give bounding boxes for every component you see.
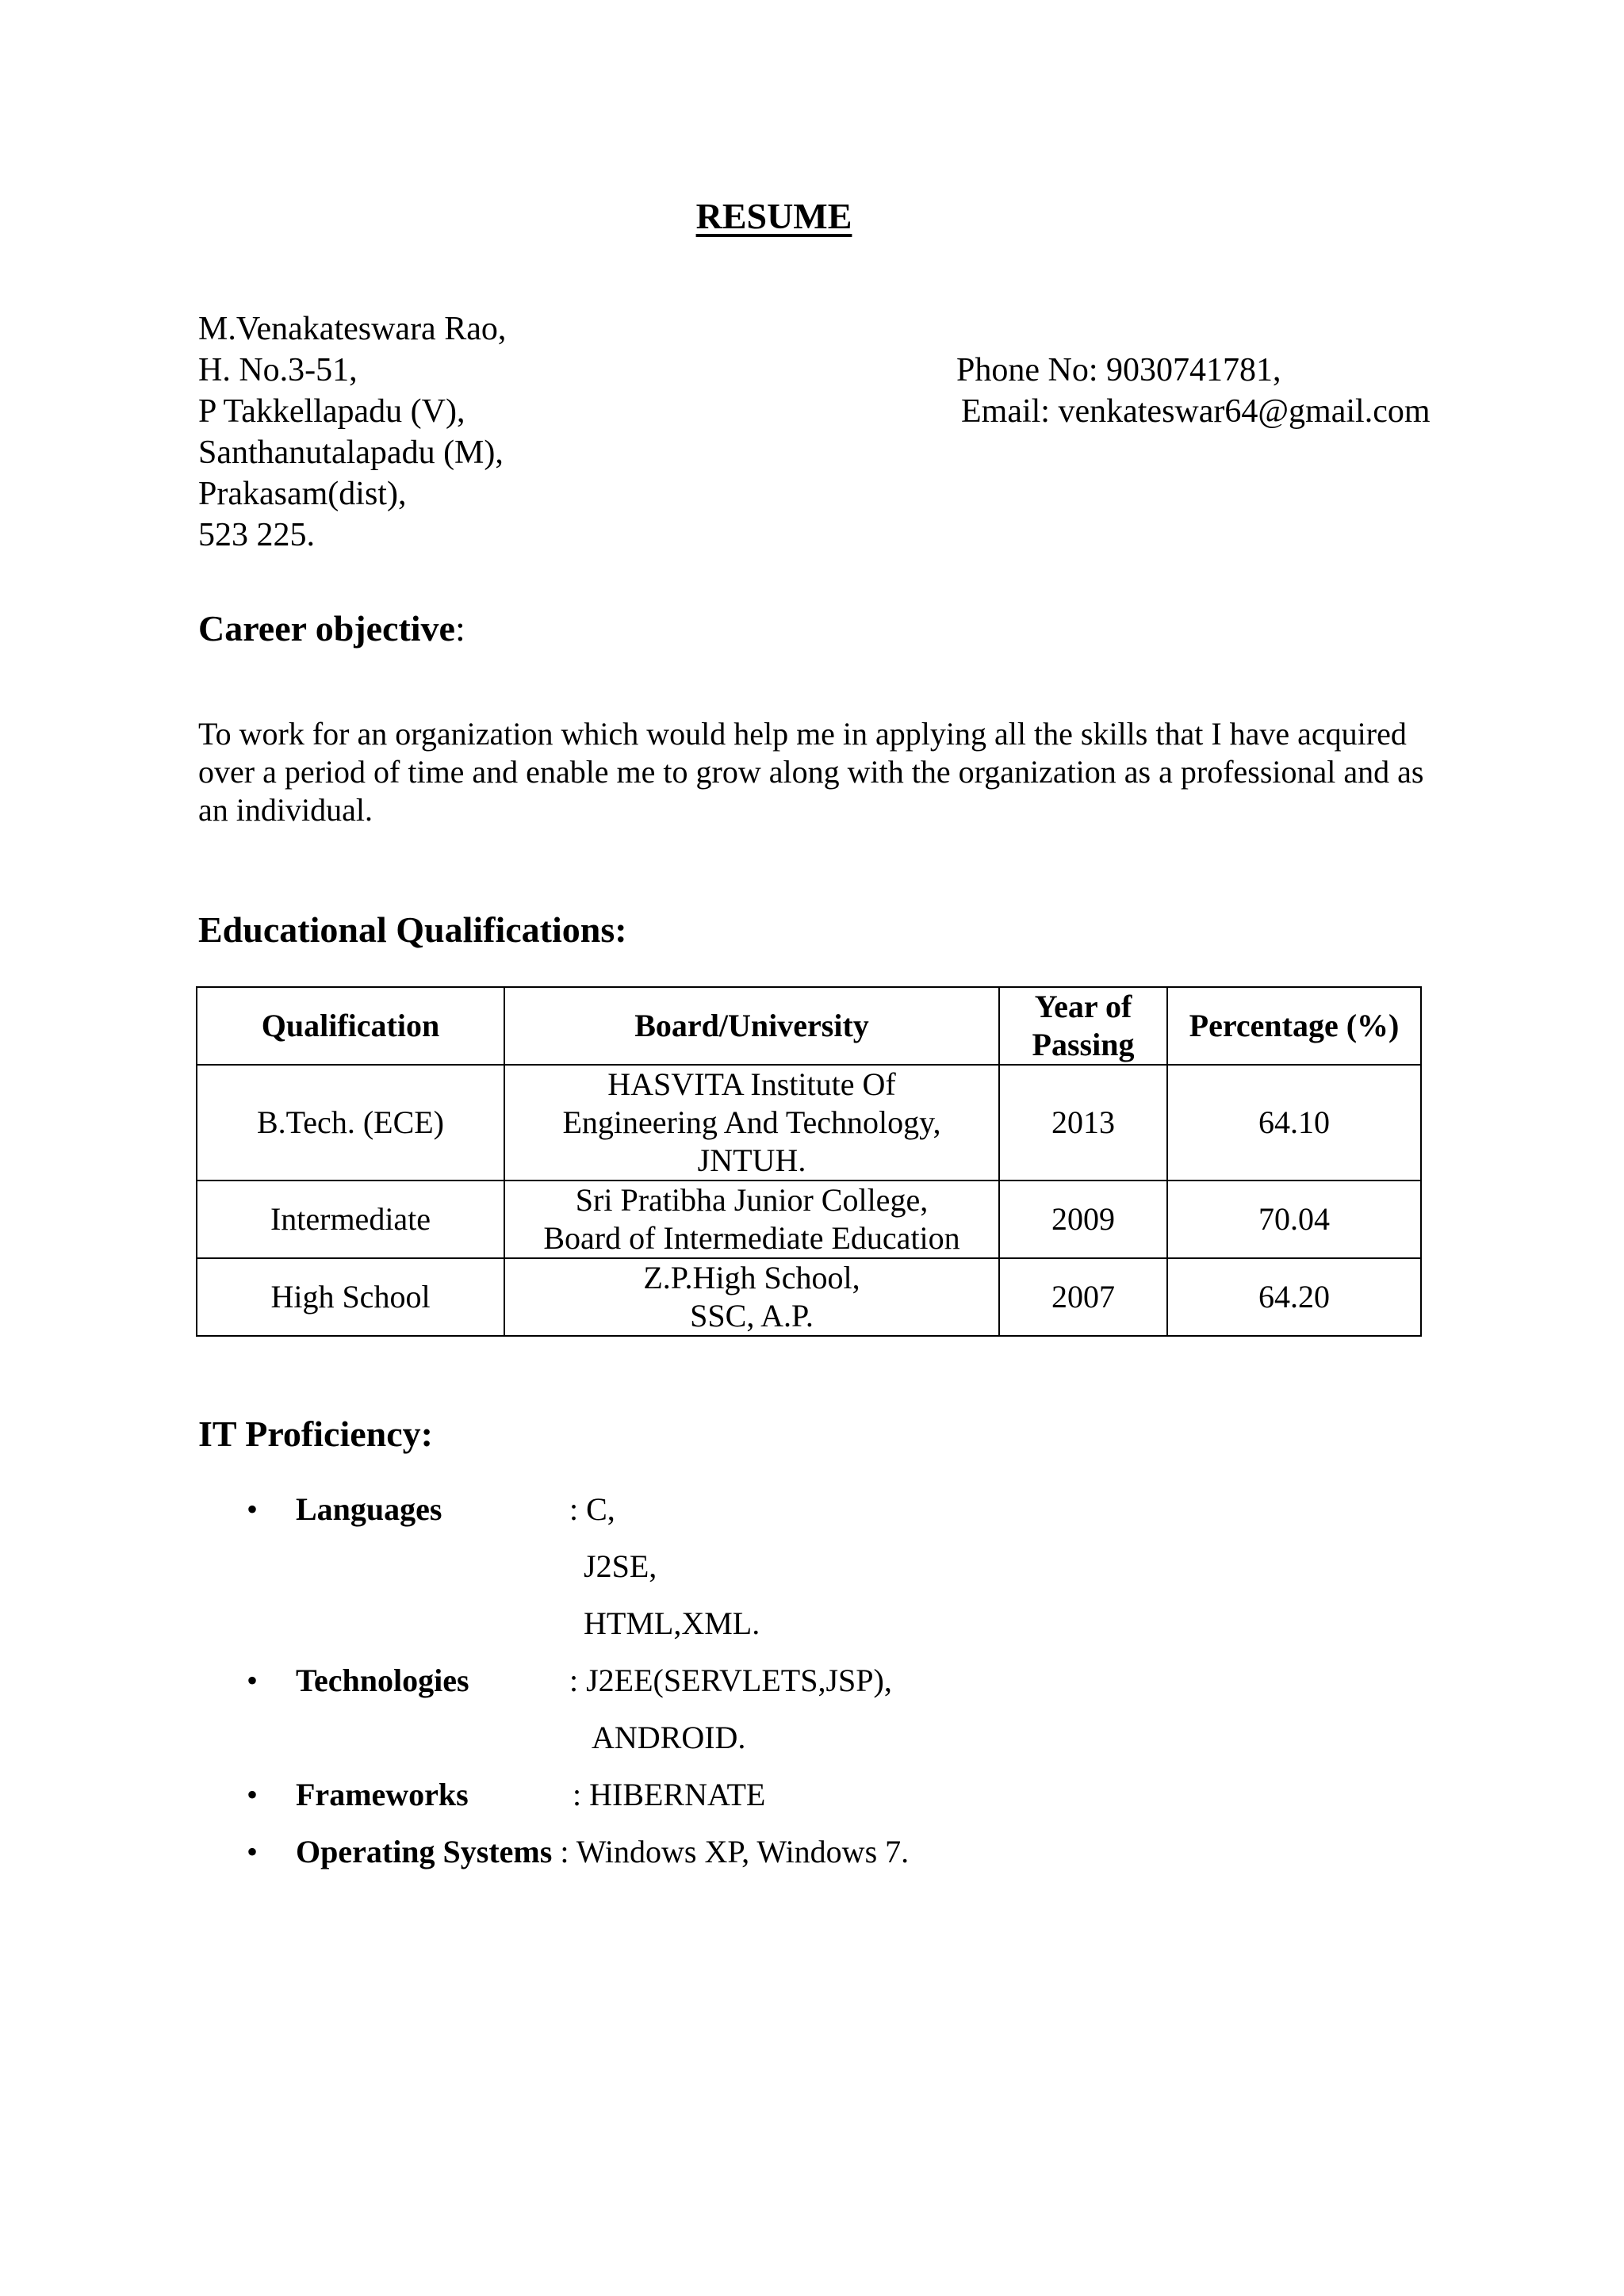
- email-address: Email: venkateswar64@gmail.com: [961, 393, 1431, 430]
- board-cell: Sri Pratibha Junior College, Board of Intermediate Education: [504, 1181, 999, 1258]
- year-cell: 2013: [999, 1065, 1167, 1181]
- languages-label: Languages: [296, 1491, 442, 1527]
- languages-value: : C,: [569, 1491, 615, 1527]
- frameworks-value: : HIBERNATE: [573, 1777, 766, 1812]
- header-board: Board/University: [504, 987, 999, 1065]
- address-name: M.Venakateswara Rao,: [198, 311, 507, 347]
- address-mandal: Santhanutalapadu (M),: [198, 434, 504, 471]
- technologies-value: ANDROID.: [592, 1720, 746, 1755]
- address-village: P Takkellapadu (V),: [198, 393, 465, 430]
- header-qualification: Qualification: [197, 987, 504, 1065]
- technologies-label: Technologies: [296, 1663, 469, 1698]
- education-heading: Educational Qualifications:: [198, 909, 627, 950]
- bullet-icon: •: [247, 1663, 259, 1698]
- board-cell: Z.P.High School, SSC, A.P.: [504, 1258, 999, 1336]
- bullet-icon: •: [247, 1834, 259, 1869]
- table-header-row: [197, 987, 1421, 1065]
- table-row: [197, 1181, 1421, 1258]
- career-objective-heading: Career objective:: [198, 608, 465, 649]
- percentage-cell: 64.20: [1167, 1258, 1421, 1336]
- table-row: [197, 1065, 1421, 1181]
- percentage-cell: 64.10: [1167, 1065, 1421, 1181]
- it-proficiency-heading: IT Proficiency:: [198, 1414, 433, 1454]
- education-table: [196, 986, 1422, 1337]
- address-pin: 523 225.: [198, 517, 315, 553]
- career-objective-text: To work for an organization which would help me in applying all the skills that I have acquired over a period of time and enable me to grow along with the organization as a professional and as an individual.: [198, 716, 1424, 828]
- operating-systems-value: : Windows XP, Windows 7.: [560, 1834, 910, 1869]
- operating-systems-row: [296, 1833, 909, 1870]
- header-year: Year of Passing: [999, 987, 1167, 1065]
- address-district: Prakasam(dist),: [198, 476, 407, 512]
- phone-number: Phone No: 9030741781,: [956, 352, 1281, 388]
- bullet-icon: •: [247, 1777, 259, 1812]
- table-row: [197, 1258, 1421, 1336]
- qualification-cell: B.Tech. (ECE): [197, 1065, 504, 1181]
- technologies-value: : J2EE(SERVLETS,JSP),: [569, 1663, 892, 1698]
- bullet-icon: •: [247, 1491, 259, 1527]
- year-cell: 2007: [999, 1258, 1167, 1336]
- languages-value: J2SE,: [584, 1548, 657, 1584]
- board-cell: HASVITA Institute Of Engineering And Technology, JNTUH.: [504, 1065, 999, 1181]
- address-house: H. No.3-51,: [198, 352, 358, 388]
- frameworks-label: Frameworks: [296, 1777, 469, 1812]
- year-cell: 2009: [999, 1181, 1167, 1258]
- qualification-cell: Intermediate: [197, 1181, 504, 1258]
- header-percentage: Percentage (%): [1167, 987, 1421, 1065]
- qualification-cell: High School: [197, 1258, 504, 1336]
- languages-value: HTML,XML.: [584, 1605, 760, 1641]
- operating-systems-label: Operating Systems: [296, 1834, 553, 1869]
- resume-title: RESUME: [695, 196, 852, 236]
- percentage-cell: 70.04: [1167, 1181, 1421, 1258]
